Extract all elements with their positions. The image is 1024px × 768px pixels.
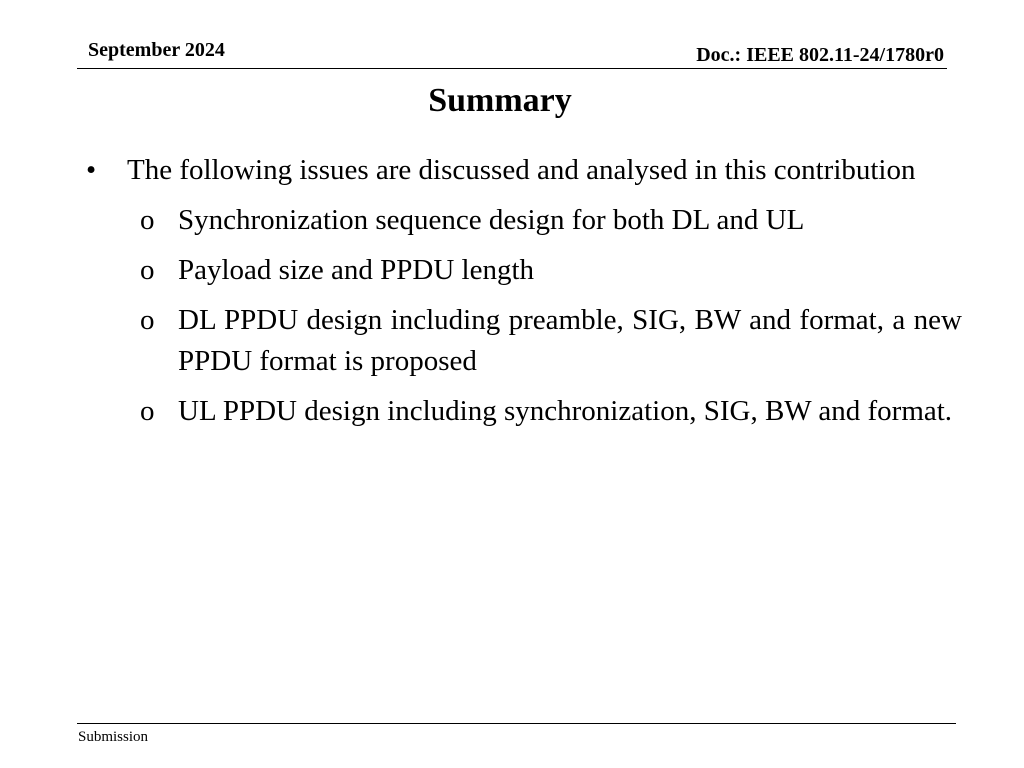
sub-bullet-text: UL PPDU design including synchronization, SIG, BW and format. xyxy=(178,395,953,427)
slide-title: Summary xyxy=(428,82,572,119)
footer-label: Submission xyxy=(78,729,149,745)
sub-bullet-text: Payload size and PPDU length xyxy=(178,254,535,286)
header-date: September 2024 xyxy=(88,39,225,61)
sub-bullet-marker: o xyxy=(140,304,155,336)
sub-bullet-item xyxy=(0,391,1024,432)
sub-bullet-item xyxy=(0,250,1024,291)
sub-bullet-marker: o xyxy=(140,204,155,236)
header-document-id: Doc.: IEEE 802.11-24/1780r0 xyxy=(696,44,944,66)
bullet-marker: • xyxy=(86,154,97,186)
slide-content xyxy=(0,150,1024,432)
sub-bullet-text: DL PPDU design including preamble, SIG, BW and format, a new PPDU format is proposed xyxy=(178,304,962,377)
sub-bullet-marker: o xyxy=(140,254,155,286)
sub-bullet-item xyxy=(0,300,1024,382)
header-divider xyxy=(77,68,947,69)
bullet-text: The following issues are discussed and analysed in this contribution xyxy=(127,154,916,186)
footer-divider xyxy=(77,723,956,724)
sub-bullet-marker: o xyxy=(140,395,155,427)
sub-bullet-text: Synchronization sequence design for both DL and UL xyxy=(178,204,805,236)
bullet-item xyxy=(0,150,1024,191)
sub-bullet-item xyxy=(0,200,1024,241)
